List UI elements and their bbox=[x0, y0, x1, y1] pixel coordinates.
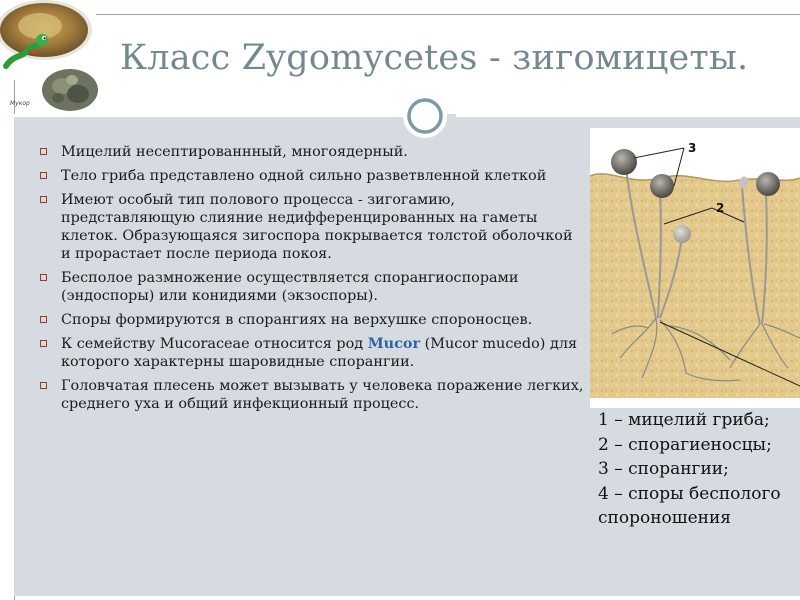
slide-title: Класс Zygomycetes - зигомицеты. bbox=[120, 38, 749, 78]
legend-item: 3 – спорангии; bbox=[598, 459, 729, 479]
bullet-text: Имеют особый тип полового процесса - зигогамию, представляющую слияние недифференцированных на гаметы клеток. Образующаяся зигоспора покрывается толстой оболочкой и прорастает после периода покоя. bbox=[61, 192, 573, 262]
legend-item: 4 – споры бесполого bbox=[598, 483, 781, 504]
bullet-text: Мицелий несептированнный, многоядерный. bbox=[61, 144, 408, 160]
bullet-text: Бесполое размножение осуществляется спорангиоспорами (эндоспоры) или конидиями (экзоспоры). bbox=[61, 270, 519, 304]
bullet-item bbox=[36, 377, 584, 413]
bullet-item bbox=[36, 167, 584, 185]
bullet-square-icon bbox=[40, 196, 47, 203]
divider-rule-left bbox=[14, 114, 406, 117]
bullet-square-icon bbox=[40, 274, 47, 281]
bullet-text: Споры формируются в спорангиях на верхушке спороносцев. bbox=[61, 312, 533, 328]
mucor-genus-highlight: Mucor bbox=[367, 335, 421, 352]
bullet-square-icon bbox=[40, 148, 47, 155]
bullet-text-before: К семейству Mucoraceae относится род bbox=[61, 336, 368, 352]
bullet-item bbox=[36, 269, 584, 305]
bullet-item bbox=[36, 335, 584, 371]
divider-rule-right bbox=[456, 114, 800, 117]
bullet-square-icon bbox=[40, 316, 47, 323]
bullet-list bbox=[36, 143, 584, 419]
circle-ornament-icon bbox=[402, 93, 448, 139]
bullet-text: Тело гриба представлено одной сильно разветвленной клеткой bbox=[61, 168, 547, 184]
bullet-square-icon bbox=[40, 172, 47, 179]
photo-caption: Мукор bbox=[10, 100, 30, 107]
illustration-label-3: 3 bbox=[688, 141, 697, 155]
legend-item: спороношения bbox=[598, 508, 732, 528]
bullet-square-icon bbox=[40, 382, 47, 389]
mucor-spores-photo bbox=[40, 68, 98, 112]
bullet-square-icon bbox=[40, 340, 47, 347]
bullet-item bbox=[36, 311, 584, 329]
mucor-structure-illustration bbox=[590, 128, 800, 408]
illustration-legend bbox=[598, 408, 800, 531]
bullet-item bbox=[36, 191, 584, 263]
bullet-text: Головчатая плесень может вызывать у человека поражение легких, среднего уха и общий инфекционный процесс. bbox=[61, 378, 584, 412]
illustration-label-2: 2 bbox=[716, 201, 725, 215]
bullet-text-after: (Mucor mucedo) для которого характерны шаровидные спорангии. bbox=[61, 336, 578, 370]
slide-frame-top bbox=[14, 14, 800, 15]
bullet-item bbox=[36, 143, 584, 161]
legend-item: 1 – мицелий гриба; bbox=[598, 410, 770, 430]
legend-item: 2 – спорагиеносцы; bbox=[598, 434, 772, 455]
